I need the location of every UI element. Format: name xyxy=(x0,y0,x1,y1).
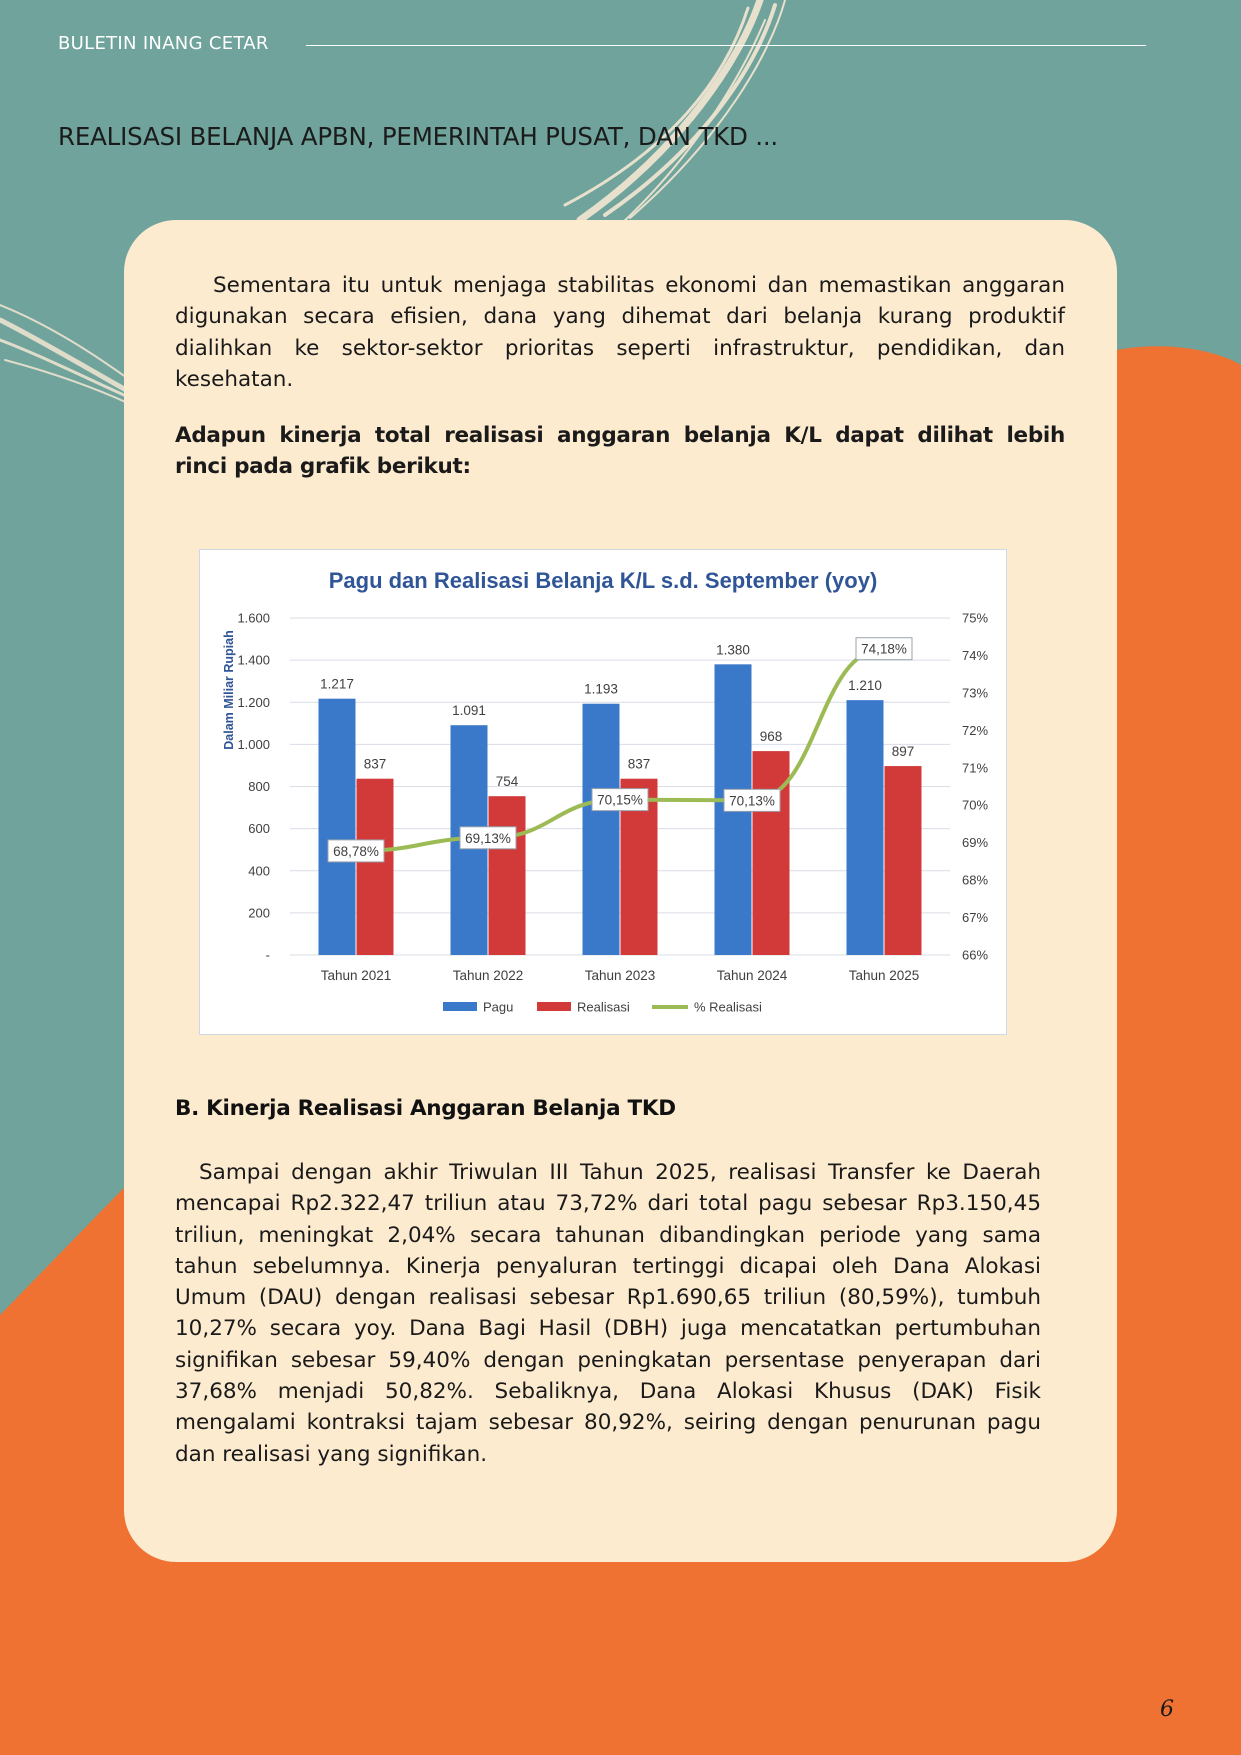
chart-y-tick-label: 1.600 xyxy=(237,610,270,626)
chart-y-tick-label: - xyxy=(265,947,270,963)
chart-y-tick-label: 600 xyxy=(248,821,270,837)
chart-data-label-pagu: 1.217 xyxy=(320,676,354,692)
page-title: REALISASI BELANJA APBN, PEMERINTAH PUSAT, DAN TKD ... xyxy=(58,122,778,151)
intro-paragraph: Sementara itu untuk menjaga stabilitas ekonomi dan memastikan anggaran digunakan secara efisien, dana yang dihemat dari belanja kurang produktif dialihkan ke sektor-sektor prioritas seperti infrastruktur, pendidikan, dan kesehatan. xyxy=(175,273,1065,392)
content-card xyxy=(124,220,1117,1562)
legend-label-pagu: Pagu xyxy=(483,999,514,1015)
chart-data-label-pagu: 1.210 xyxy=(848,678,882,694)
chart-x-tick-label: Tahun 2022 xyxy=(452,968,524,983)
chart-data-label-pagu: 1.091 xyxy=(452,703,486,719)
chart-data-label-realisasi: 837 xyxy=(363,756,387,772)
chart-y2-tick-label: 71% xyxy=(962,760,989,776)
header-divider xyxy=(306,45,1146,46)
chart-data-label-pagu: 1.193 xyxy=(584,681,618,697)
chart-data-label-realisasi: 754 xyxy=(495,774,519,790)
chart-line-label: 68,78% xyxy=(333,843,379,859)
chart-x-tick-label: Tahun 2021 xyxy=(320,968,392,983)
chart-y-tick-label: 1.200 xyxy=(237,694,270,710)
section-b-heading: B. Kinerja Realisasi Anggaran Belanja TKD xyxy=(175,1096,676,1121)
chart-y-tick-label: 1.400 xyxy=(237,652,270,668)
brush-stroke-decoration xyxy=(560,0,800,230)
chart-data-label-pagu: 1.380 xyxy=(716,642,750,658)
chart-line-label: 74,18% xyxy=(861,641,907,657)
chart-x-tick-label: Tahun 2023 xyxy=(584,968,656,983)
chart-line-label: 69,13% xyxy=(465,830,511,846)
chart-y-tick-label: 1.000 xyxy=(237,736,270,752)
brush-stroke-decoration-left xyxy=(0,300,140,410)
legend-label-realisasi: Realisasi xyxy=(577,999,630,1015)
legend-swatch-realisasi xyxy=(537,1002,571,1011)
chart-y2-tick-label: 69% xyxy=(962,835,989,851)
chart-bar-realisasi xyxy=(885,766,922,955)
chart-y-tick-label: 400 xyxy=(248,863,270,879)
chart-line-realisasi-pct xyxy=(356,649,884,851)
chart-data-label-realisasi: 968 xyxy=(759,729,783,745)
section-b-paragraph: Sampai dengan akhir Triwulan III Tahun 2025, realisasi Transfer ke Daerah mencapai Rp2.322,47 triliun atau 73,72% dari total pagu sebesar Rp3.150,45 triliun, meningkat 2,04% secara tahunan dibandingkan periode yang sama tahun sebelumnya. Kinerja penyaluran tertinggi dicapai oleh Dana Alokasi Umum (DAU) dengan realisasi sebesar Rp1.690,65 triliun (80,59%), tumbuh 10,27% secara yoy. Dana Bagi Hasil (DBH) juga mencatatkan pertumbuhan signifikan sebesar 59,40% dengan peningkatan persentase penyerapan dari 37,68% menjadi 50,82%. Sebaliknya, Dana Alokasi Khusus (DAK) Fisik mengalami kontraksi tajam sebesar 80,92%, seiring dengan penurunan pagu dan realisasi yang signifikan. xyxy=(175,1160,1041,1467)
bulletin-name: BULETIN INANG CETAR xyxy=(58,33,269,54)
chart-line-label: 70,15% xyxy=(597,792,643,808)
chart-y-tick-label: 200 xyxy=(248,905,270,921)
chart-container xyxy=(199,549,1007,1035)
chart-data-label-realisasi: 897 xyxy=(891,744,915,760)
chart-bar-pagu xyxy=(583,704,620,955)
chart-y2-tick-label: 73% xyxy=(962,685,989,701)
chart-data-label-realisasi: 837 xyxy=(627,756,651,772)
chart-x-tick-label: Tahun 2025 xyxy=(848,968,920,983)
chart-bar-pagu xyxy=(847,700,884,955)
chart-bar-realisasi xyxy=(489,796,526,955)
chart-y2-tick-label: 68% xyxy=(962,872,989,888)
legend-swatch-pagu xyxy=(443,1002,477,1011)
chart-svg xyxy=(200,550,1006,1034)
chart-line-label: 70,13% xyxy=(729,793,775,809)
chart-title: Pagu dan Realisasi Belanja K/L s.d. September (yoy) xyxy=(328,568,878,593)
chart-lead-in: Adapun kinerja total realisasi anggaran belanja K/L dapat dilihat lebih rinci pada grafik berikut: xyxy=(175,423,1065,480)
chart-y2-tick-label: 70% xyxy=(962,797,989,813)
chart-y2-tick-label: 66% xyxy=(962,947,989,963)
chart-y2-tick-label: 75% xyxy=(962,610,989,626)
chart-bar-realisasi xyxy=(753,751,790,955)
chart-x-tick-label: Tahun 2024 xyxy=(716,968,788,983)
chart-y2-tick-label: 74% xyxy=(962,647,989,663)
page-number: 6 xyxy=(1160,1697,1174,1722)
chart-y2-tick-label: 72% xyxy=(962,722,989,738)
chart-y-tick-label: 800 xyxy=(248,779,270,794)
chart-y-axis-label: Dalam Miliar Rupiah xyxy=(222,630,236,750)
legend-label-realisasi-pct: % Realisasi xyxy=(694,999,762,1015)
chart-bar-realisasi xyxy=(357,779,394,955)
chart-bar-pagu xyxy=(319,699,356,955)
chart-y2-tick-label: 67% xyxy=(962,910,989,926)
